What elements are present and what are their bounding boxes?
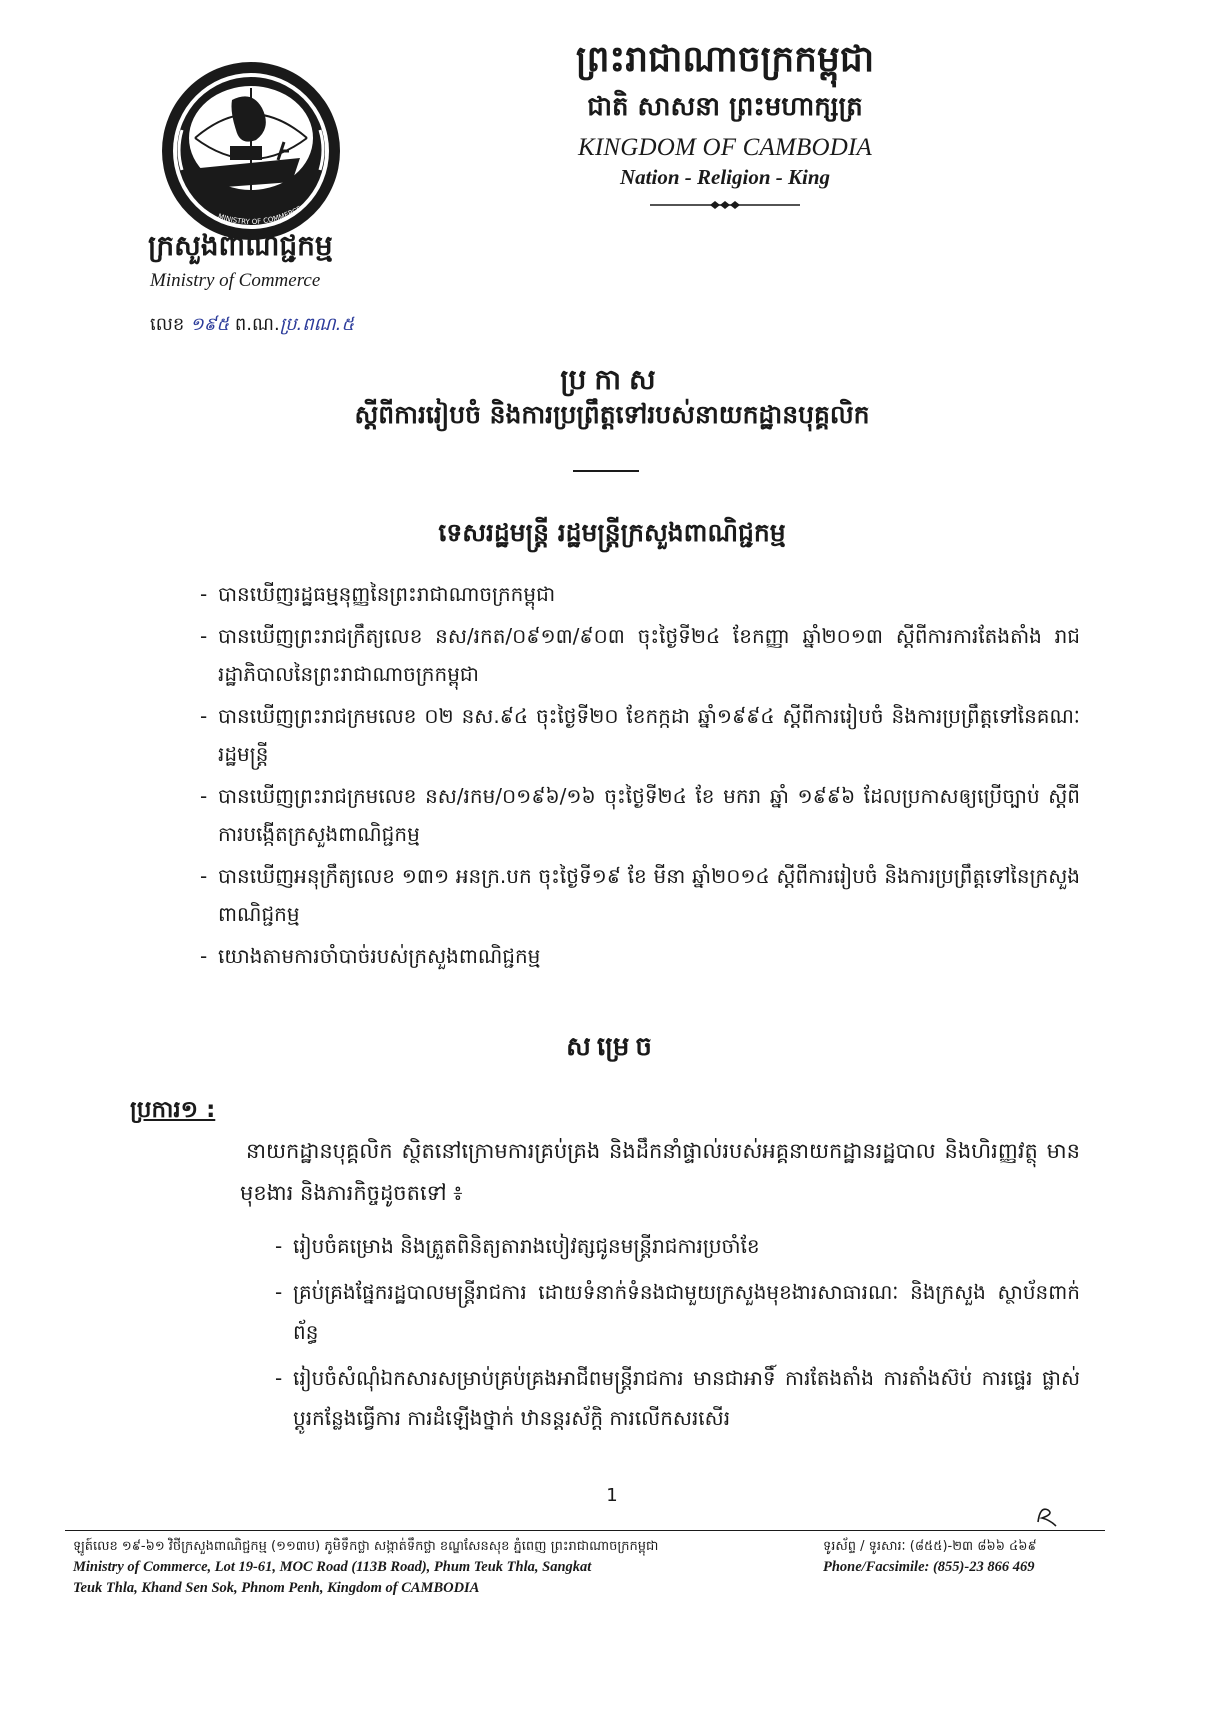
- footer-address-en-line2: Teuk Thla, Khand Sen Sok, Phnom Penh, Kingdom of CAMBODIA: [73, 1580, 480, 1596]
- duties-list: [275, 1226, 1080, 1444]
- ref-code-handwritten: ប្រ.ពណ.៥: [279, 314, 355, 335]
- ref-number-handwritten: ១៩៥: [190, 314, 230, 335]
- list-item: - រៀបចំគម្រោង និងត្រួតពិនិត្យតារាងបៀវត្សជូនមន្ត្រីរាជការប្រចាំខែ: [275, 1226, 1080, 1266]
- ornament-divider-icon: [650, 198, 800, 212]
- article-1-body: នាយកដ្ឋានបុគ្គលិក ស្ថិតនៅក្រោមការគ្រប់គ្រង និងដឹកនាំផ្ទាល់របស់អគ្គនាយកដ្ឋានរដ្ឋបាល និងហិរញ្ញវត្ថុ មានមុខងារ និងភារកិច្ចដូចតទៅ ៖: [240, 1139, 1080, 1205]
- list-item: - គ្រប់គ្រងផ្នែករដ្ឋបាលមន្ត្រីរាជការ ដោយទំនាក់ទំនងជាមួយក្រសួងមុខងារសាធារណៈ និងក្រសួង ស្ថាប័នពាក់ព័ន្ធ: [275, 1272, 1080, 1352]
- seal-text: MINISTRY OF COMMERCE: [216, 204, 303, 227]
- page-number: 1: [606, 1485, 618, 1506]
- minister-title: ទេសរដ្ឋមន្ត្រី រដ្ឋមន្ត្រីក្រសួងពាណិជ្ជកម្ម: [438, 518, 786, 547]
- document-title: ប្រកាស: [560, 363, 664, 396]
- footer-divider: [65, 1530, 1105, 1531]
- list-item: - យោងតាមការចាំបាច់របស់ក្រសួងពាណិជ្ជកម្ម: [200, 937, 1080, 975]
- footer-address-en-line1: Ministry of Commerce, Lot 19-61, MOC Road (113B Road), Phum Teuk Thla, Sangkat: [73, 1559, 592, 1575]
- ministry-name-en: Ministry of Commerce: [150, 270, 321, 291]
- kingdom-name-en: KINGDOM OF CAMBODIA: [577, 134, 873, 161]
- footer-address: [73, 1536, 833, 1599]
- footer-address-kh: ឡូត៍លេខ ១៩-៦១ វិថីក្រសួងពាណិជ្ជកម្ម (១១៣ប) ភូមិទឹកថ្លា សង្កាត់ទឹកថ្លា ខណ្ឌសែនសុខ ភ្នំពេញ ព្រះរាជាណាចក្រកម្ពុជា: [73, 1539, 659, 1554]
- article-1-label: ប្រការ១ :: [130, 1097, 216, 1123]
- title-divider: [573, 470, 639, 472]
- list-item: - បានឃើញរដ្ឋធម្មនុញ្ញនៃព្រះរាជាណាចក្រកម្ពុជា: [200, 575, 1080, 613]
- handwritten-initial-icon: [1030, 1500, 1060, 1530]
- list-item: - បានឃើញព្រះរាជក្រឹត្យលេខ នស/រកត/០៩១៣/៩០៣ ចុះថ្ងៃទី២៤ ខែកញ្ញា ឆ្នាំ២០១៣ ស្តីពីការការតែងតាំង រាជរដ្ឋាភិបាលនៃព្រះរាជាណាចក្រកម្ពុជា: [200, 617, 1080, 693]
- ministry-name-kh: ក្រសួងពាណិជ្ជកម្ម: [148, 229, 333, 262]
- national-motto-en: Nation - Religion - King: [619, 165, 831, 189]
- reference-number: [150, 312, 354, 339]
- list-item: - បានឃើញអនុក្រឹត្យលេខ ១៣១ អនក្រ.បក ចុះថ្ងៃទី១៩ ខែ មីនា ឆ្នាំ២០១៤ ស្តីពីការរៀបចំ និងការប្រព្រឹត្តទៅនៃក្រសួងពាណិជ្ជកម្ម: [200, 857, 1080, 933]
- list-item: - រៀបចំសំណុំឯកសារសម្រាប់គ្រប់គ្រងអាជីពមន្ត្រីរាជការ មានជាអាទិ៍ ការតែងតាំង ការតាំងស៊ប់ ការផ្ទេរ ផ្លាស់ប្តូរកន្លែងធ្វើការ ការដំឡើងថ្នាក់ ឋានន្តរស័ក្តិ ការលើកសរសើរ: [275, 1358, 1080, 1438]
- list-item: - បានឃើញព្រះរាជក្រមលេខ ០២ នស.៩៤ ចុះថ្ងៃទី២០ ខែកក្កដា ឆ្នាំ១៩៩៤ ស្តីពីការរៀបចំ និងការប្រព្រឹត្តទៅនៃគណៈរដ្ឋមន្ត្រី: [200, 697, 1080, 773]
- ref-code: ព.ណ.: [234, 314, 280, 335]
- footer-contact: [823, 1536, 1123, 1578]
- footer-phone-kh: ទូរស័ព្ទ / ទូរសារៈ (៨៥៥)-២៣ ៨៦៦ ៤៦៩: [823, 1539, 1037, 1554]
- footer-phone-en: Phone/Facsimile: (855)-23 866 469: [823, 1559, 1035, 1575]
- national-motto-kh: ជាតិ សាសនា ព្រះមហាក្សត្រ: [587, 92, 863, 122]
- ref-prefix: លេខ: [150, 314, 185, 335]
- legal-references-list: [200, 575, 1080, 979]
- kingdom-name-kh: ព្រះរាជាណាចក្រកម្ពុជា: [575, 39, 875, 80]
- ministry-seal-logo: [160, 60, 342, 242]
- decision-heading: សម្រេច: [566, 1032, 658, 1062]
- document-subject: ស្តីពីការរៀបចំ និងការប្រព្រឹត្តទៅរបស់នាយកដ្ឋានបុគ្គលិក: [354, 400, 870, 429]
- list-item: - បានឃើញព្រះរាជក្រមលេខ នស/រកម/០១៩៦/១៦ ចុះថ្ងៃទី២៤ ខែ មករា ឆ្នាំ ១៩៩៦ ដែលប្រកាសឲ្យប្រើច្បាប់ ស្តីពីការបង្កើតក្រសួងពាណិជ្ជកម្ម: [200, 777, 1080, 853]
